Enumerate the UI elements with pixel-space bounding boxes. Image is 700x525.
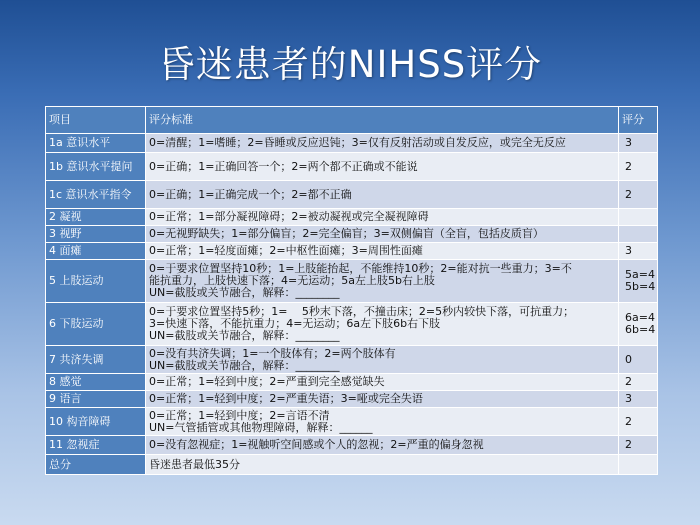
total-row [46, 455, 658, 475]
row-score [619, 243, 658, 260]
table-row [46, 391, 658, 408]
row-criteria [146, 303, 619, 346]
row-score [619, 408, 658, 436]
table-row [46, 436, 658, 455]
criteria-line: 0=正常；1=轻到中度；2=严重到完全感觉缺失 [149, 375, 385, 388]
score-line: 3 [625, 244, 632, 257]
criteria-line: 0=无视野缺失；1=部分偏盲；2=完全偏盲；3=双侧偏盲（全盲，包括皮质盲） [149, 227, 544, 240]
criteria-line: 能抗重力，上肢快速下落；4=无运动；5a左上肢5b右上肢 [149, 274, 435, 287]
row-item: 1b 意识水平提问 [46, 153, 146, 181]
score-line: 2 [625, 375, 632, 388]
row-criteria [146, 181, 619, 209]
score-line: 5a=4 [625, 268, 655, 281]
table-row [46, 374, 658, 391]
criteria-line: 0=正常；1=轻到中度；2=严重失语；3=哑或完全失语 [149, 392, 423, 405]
row-criteria [146, 243, 619, 260]
row-criteria [146, 209, 619, 226]
row-item: 10 构音障碍 [46, 408, 146, 436]
row-item: 11 忽视症 [46, 436, 146, 455]
row-item: 4 面瘫 [46, 243, 146, 260]
criteria-line: 0=清醒；1=嗜睡；2=昏睡或反应迟钝；3=仅有反射活动或自发反应，或完全无反应 [149, 136, 566, 149]
total-value: 昏迷患者最低35分 [146, 455, 619, 475]
row-item: 7 共济失调 [46, 346, 146, 374]
row-score [619, 391, 658, 408]
table-row [46, 243, 658, 260]
table-row [46, 260, 658, 303]
row-criteria [146, 436, 619, 455]
criteria-line: UN=截肢或关节融合，解释：________ [149, 358, 340, 372]
score-line: 6a=4 [625, 311, 655, 324]
row-score [619, 226, 658, 243]
score-line: 3 [625, 136, 632, 149]
row-item: 9 语言 [46, 391, 146, 408]
row-criteria [146, 374, 619, 391]
table-header-row [46, 107, 658, 134]
slide-title: 昏迷患者的NIHSS评分 [157, 43, 543, 86]
row-criteria [146, 346, 619, 374]
criteria-line: UN=截肢或关节融合，解释：________ [149, 329, 340, 342]
table-row [46, 226, 658, 243]
score-line: 2 [625, 159, 632, 173]
score-line: 2 [625, 187, 632, 201]
score-line: 6b=4 [625, 323, 656, 336]
header-criteria: 评分标准 [146, 107, 619, 134]
row-criteria [146, 134, 619, 153]
table-row [46, 346, 658, 374]
row-item: 3 视野 [46, 226, 146, 243]
total-score-cell [619, 455, 658, 475]
criteria-line: UN=气管插管或其他物理障碍，解释：______ [149, 420, 373, 434]
table-row [46, 153, 658, 181]
row-criteria [146, 260, 619, 303]
table-row [46, 209, 658, 226]
row-criteria [146, 153, 619, 181]
score-line: 5b=4 [625, 280, 656, 293]
row-score [619, 303, 658, 346]
row-item: 5 上肢运动 [46, 260, 146, 303]
criteria-line: 0=没有共济失调；1=一个肢体有；2=两个肢体有 [149, 346, 396, 360]
criteria-line: 3=快速下落，不能抗重力；4=无运动；6a左下肢6b右下肢 [149, 317, 441, 330]
score-line: 0 [625, 352, 632, 366]
row-criteria [146, 391, 619, 408]
nihss-table [45, 106, 658, 475]
row-criteria [146, 408, 619, 436]
criteria-line: 0=于要求位置坚持10秒；1=上肢能抬起，不能维持10秒；2=能对抗一些重力；3=不 [149, 262, 572, 275]
row-score [619, 346, 658, 374]
row-item: 1c 意识水平指令 [46, 181, 146, 209]
table-row [46, 181, 658, 209]
table-row [46, 303, 658, 346]
row-criteria [146, 226, 619, 243]
row-score [619, 134, 658, 153]
header-item: 项目 [46, 107, 146, 134]
row-score [619, 436, 658, 455]
row-item: 8 感觉 [46, 374, 146, 391]
criteria-line: 0=没有忽视症；1=视触听空间感或个人的忽视；2=严重的偏身忽视 [149, 438, 484, 451]
row-item: 2 凝视 [46, 209, 146, 226]
row-score [619, 181, 658, 209]
row-item: 6 下肢运动 [46, 303, 146, 346]
criteria-line: 0=正常；1=部分凝视障碍；2=被动凝视或完全凝视障碍 [149, 210, 429, 223]
row-item: 1a 意识水平 [46, 134, 146, 153]
table-row [46, 134, 658, 153]
criteria-line: 0=正常；1=轻度面瘫；2=中枢性面瘫；3=周围性面瘫 [149, 244, 423, 257]
criteria-line: 0=正确；1=正确回答一个；2=两个都不正确或不能说 [149, 159, 418, 173]
row-score [619, 374, 658, 391]
table-body [46, 134, 658, 455]
criteria-line: 0=正确；1=正确完成一个；2=都不正确 [149, 187, 352, 201]
header-score: 评分 [619, 107, 658, 134]
row-score [619, 260, 658, 303]
table-row [46, 408, 658, 436]
total-label: 总分 [46, 455, 146, 475]
score-line: 2 [625, 438, 632, 451]
criteria-line: UN=截肢或关节融合，解释：________ [149, 286, 340, 299]
score-line: 3 [625, 392, 632, 405]
criteria-line: 0=于要求位置坚持5秒；1= 5秒末下落，不撞击床；2=5秒内较快下落，可抗重力； [149, 305, 575, 318]
row-score [619, 209, 658, 226]
criteria-line: 0=正常；1=轻到中度；2=言语不清 [149, 408, 330, 422]
row-score [619, 153, 658, 181]
score-line: 2 [625, 414, 632, 428]
